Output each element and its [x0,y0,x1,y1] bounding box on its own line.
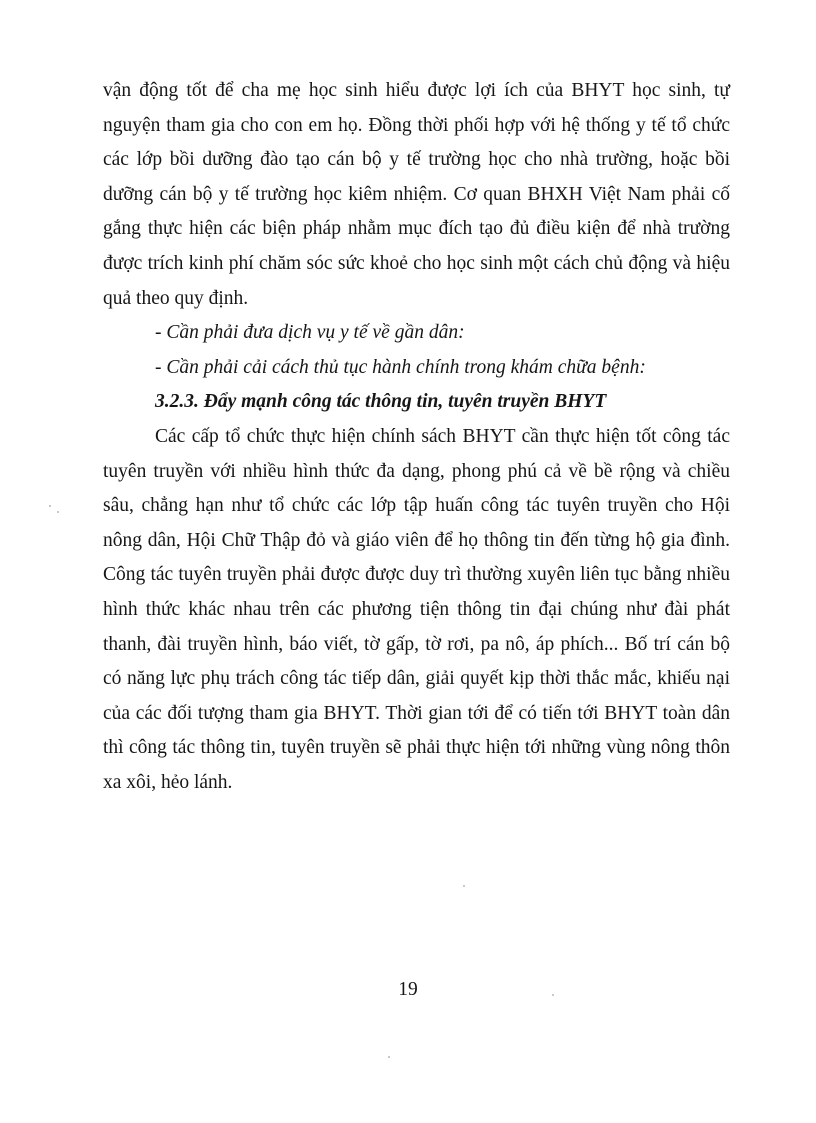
page-number: 19 [398,979,418,1000]
scan-speck [463,885,465,887]
scan-speck [57,511,59,513]
scan-speck [388,1056,390,1058]
paragraph-continued: vận động tốt để cha mẹ học sinh hiểu được lợi ích của BHYT học sinh, tự nguyện tham gia cho con em họ. Đồng thời phối hợp với hệ thống y tế tổ chức các lớp bồi dưỡng đào tạo cán bộ y tế trường học cho nhà trường, hoặc bồi dưỡng cán bộ y tế trường học kiêm nhiệm. Cơ quan BHXH Việt Nam phải cố gắng thực hiện các biện pháp nhằm mục đích tạo đủ điều kiện để nhà trường được trích kinh phí chăm sóc sức khoẻ cho học sinh một cách chủ động và hiệu quả theo quy định. [103,80,730,309]
document-body [103,74,730,800]
scan-speck [49,505,51,507]
bullet-item-1: - Cần phải đưa dịch vụ y tế về gần dân: [155,322,465,344]
section-heading: 3.2.3. Đẩy mạnh công tác thông tin, tuyên truyền BHYT [155,391,607,413]
bullet-item-2: - Cần phải cải cách thủ tục hành chính trong khám chữa bệnh: [155,356,646,378]
scan-speck [552,994,554,996]
section-paragraph: Các cấp tổ chức thực hiện chính sách BHYT cần thực hiện tốt công tác tuyên truyền với nhiều hình thức đa dạng, phong phú cả về bề rộng và chiều sâu, chẳng hạn như tổ chức các lớp tập huấn công tác tuyên truyền cho Hội nông dân, Hội Chữ Thập đỏ và giáo viên để họ thông tin đến từng hộ gia đình. Công tác tuyên truyền phải được được duy trì thường xuyên liên tục bằng nhiều hình thức khác nhau trên các phương tiện thông tin đại chúng như đài phát thanh, đài truyền hình, báo viết, tờ gấp, tờ rơi, pa nô, áp phích... Bố trí cán bộ có năng lực phụ trách công tác tiếp dân, giải quyết kịp thời thắc mắc, khiếu nại của các đối tượng tham gia BHYT. Thời gian tới để có tiến tới BHYT toàn dân thì công tác thông tin, tuyên truyền sẽ phải thực hiện tới những vùng nông thôn xa xôi, hẻo lánh. [103,425,730,793]
